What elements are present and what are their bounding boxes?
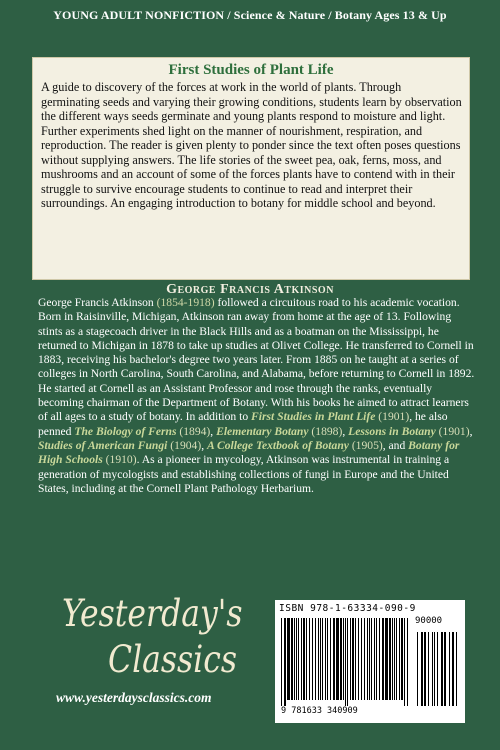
barcode-bar xyxy=(298,618,299,700)
description-box xyxy=(32,57,470,280)
barcode-addon-bar xyxy=(444,632,446,706)
publisher-logo-line2: Classics xyxy=(108,638,237,681)
work-separator: , and xyxy=(382,438,409,452)
barcode-bar xyxy=(340,618,342,700)
work-separator: , xyxy=(210,424,217,438)
barcode-bar xyxy=(287,618,290,700)
work-title: First Studies in Plant Life xyxy=(251,410,376,424)
barcode-bar xyxy=(325,618,326,700)
barcode-bar xyxy=(369,618,370,700)
barcode-bar xyxy=(343,618,344,700)
work-year: (1904) xyxy=(167,438,202,452)
barcode-bar xyxy=(371,618,372,700)
barcode-bar xyxy=(379,618,380,700)
barcode-bar xyxy=(392,618,393,700)
barcode-bar xyxy=(322,618,323,700)
publisher-logo-line1: Yesterday's xyxy=(62,592,243,635)
book-description: A guide to discovery of the forces at work in the world of plants. Through germinating seeds and varying their growing conditions, students learn by observation the different ways seeds germinate and young plants respond to moisture and light. Further experiments shed light on the manner of nourishment, respiration, and reproduction. The reader is given plenty to ponder since the text often poses questions without supplying answers. The life stories of the sweet pea, oak, ferns, moss, and mushrooms and an account of some of the forces plants have to contend with in their struggle to survive encourage students to continue to read and interpret their surroundings. An engaging introduction to botany for middle school and beyond. xyxy=(41,80,462,210)
barcode-bar xyxy=(394,618,395,700)
work-title: Lessons in Botany xyxy=(348,424,436,438)
work-year: (1898) xyxy=(308,424,343,438)
author-dates: (1854-1918) xyxy=(156,296,215,309)
barcode-bar xyxy=(385,618,388,700)
barcode-bar xyxy=(312,618,313,700)
work-separator: , xyxy=(201,438,207,452)
author-bio xyxy=(38,296,478,496)
barcode-addon-bar xyxy=(441,632,443,706)
barcode-addon-bar xyxy=(417,632,418,706)
barcode-bar xyxy=(364,618,365,700)
publisher-website: www.yesterdaysclassics.com xyxy=(56,690,212,705)
book-title: First Studies of Plant Life xyxy=(168,62,334,78)
work-year: (1894) xyxy=(176,424,211,438)
work-title: Elementary Botany xyxy=(216,424,309,438)
barcode-bar xyxy=(315,618,316,700)
barcode-area xyxy=(275,600,465,723)
barcode-bar xyxy=(399,618,400,700)
work-separator: , xyxy=(342,424,349,438)
barcode-bar xyxy=(404,618,405,706)
barcode-bar xyxy=(301,618,302,700)
work-title: Studies of American Fungi xyxy=(38,438,168,452)
work-year: (1901) xyxy=(435,424,470,438)
barcode-bar xyxy=(358,618,359,700)
barcode-bar xyxy=(303,618,305,700)
barcode-bar xyxy=(350,618,351,700)
barcode-bar xyxy=(396,618,397,700)
barcode-addon-bar xyxy=(424,632,426,706)
work-separator: , xyxy=(469,424,473,438)
barcode-bar xyxy=(361,618,362,700)
barcode-bar xyxy=(345,618,346,706)
barcode-bar xyxy=(327,618,328,700)
category-line: YOUNG ADULT NONFICTION / Science & Nature / Botany Ages 13 & Up xyxy=(53,8,447,22)
barcode-bar xyxy=(294,618,295,700)
work-year: (1910) xyxy=(102,453,137,467)
barcode-bar xyxy=(389,618,391,700)
barcode-addon-bar xyxy=(456,632,457,706)
barcode-bar xyxy=(296,618,297,700)
barcode-bar xyxy=(330,618,331,700)
barcode-bar xyxy=(309,618,310,700)
barcode-bar xyxy=(291,618,293,700)
barcode-bar xyxy=(318,618,319,700)
barcode-addon-bar xyxy=(434,632,435,706)
bio-author-name: George Francis Atkinson xyxy=(38,296,154,309)
barcode-bar xyxy=(407,618,408,706)
barcode-bar xyxy=(382,618,384,700)
work-year: (1905) xyxy=(348,438,383,452)
author-heading: George Francis Atkinson xyxy=(166,282,334,297)
bio-text-1: followed a circuitous road to his academic vocation. Born in Raisinville, Michigan, Atkinson ran away from home at the age of 13. Following stints as a stagecoach driver in the Black Hills and as a boatman on the Mississippi, he returned to Michigan in 1878 to take up studies at Olivet College. He transferred to Cornell in 1883, receiving his bachelor's degree two years later. From 1885 on he taught at a series of colleges in North Carolina, South Carolina, and Alabama, before returning to Cornell in 1892. He started at Cornell as an Assistant Professor and rose through the ranks, eventually becoming chairman of the Department of Botany. With his books he aimed to attract learners of all ages to a study of botany. In addition to xyxy=(38,296,475,424)
work-title: Botany for High Schools xyxy=(38,438,460,467)
barcode-bar xyxy=(376,618,377,700)
barcode-bar xyxy=(367,618,368,700)
barcode-addon-bar xyxy=(452,632,454,706)
work-title: A College Textbook of Botany xyxy=(207,438,349,452)
barcode-bar xyxy=(320,618,321,700)
barcode-addon-bar xyxy=(449,632,450,706)
barcode-bar xyxy=(355,618,356,700)
barcode-image xyxy=(277,618,463,706)
barcode-bar xyxy=(401,618,403,700)
barcode-bar xyxy=(374,618,375,700)
barcode-bar xyxy=(284,618,286,706)
work-separator: , he also penned xyxy=(38,410,448,438)
barcode-bar xyxy=(347,618,348,706)
barcode-number: 9 781633 340909 xyxy=(281,706,358,716)
work-year: (1901) xyxy=(375,410,410,424)
barcode-bar xyxy=(352,618,354,700)
work-separator: . xyxy=(136,453,140,467)
bio-text-2: As a pioneer in mycology, Atkinson was instrumental in training a generation of mycologists and establishing collections of fungi in Europe and the United States, including at the Cornell Plant Pathology Herbarium. xyxy=(38,453,450,495)
barcode-bar xyxy=(336,618,339,700)
isbn-text: ISBN 978-1-63334-090-9 xyxy=(279,603,416,614)
barcode-addon-bar xyxy=(428,632,429,706)
barcode-addon-bar xyxy=(432,632,433,706)
work-title: The Biology of Ferns xyxy=(74,424,177,438)
barcode-bar xyxy=(333,618,335,700)
barcode-addon-number: 90000 xyxy=(415,616,443,626)
barcode-bar xyxy=(306,618,307,700)
barcode-bar xyxy=(281,618,282,706)
barcode-addon-bar xyxy=(421,632,423,706)
barcode-addon-bar xyxy=(437,632,438,706)
